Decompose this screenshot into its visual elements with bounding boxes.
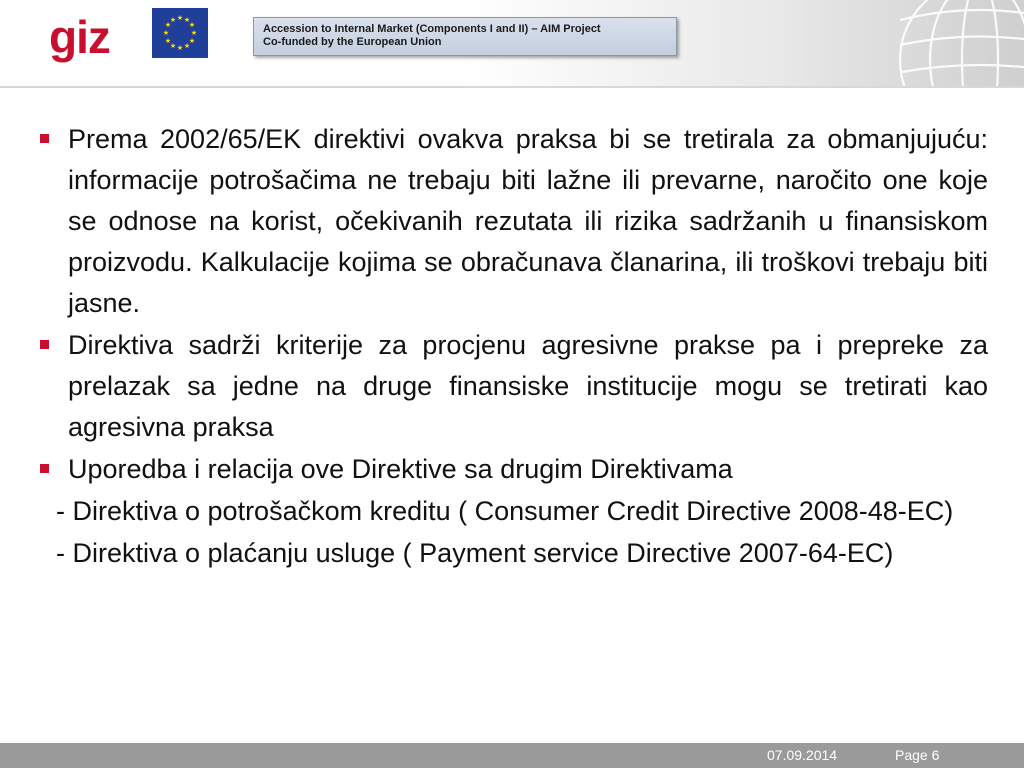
svg-text:★: ★ [183, 42, 191, 50]
globe-icon [892, 0, 1024, 86]
header-divider [0, 86, 1024, 88]
bullet-text: Direktiva sadrži kriterije za procjenu agresivne prakse pa i prepreke za prelazak sa jedne na druge finansiske institucije mogu se tretirati kao agresivna praksa [68, 330, 988, 442]
sub-item: - Direktiva o plaćanju usluge ( Payment service Directive 2007-64-EC) [56, 538, 894, 568]
svg-text:★: ★ [188, 21, 196, 29]
bullet-item [36, 119, 988, 324]
bullet-text: Uporedba i relacija ove Direktive sa drugim Direktivama [68, 454, 733, 484]
svg-text:★: ★ [164, 37, 172, 45]
footer-page-number: Page 6 [895, 747, 940, 763]
bullet-square-icon [40, 464, 49, 473]
svg-text:★: ★ [162, 29, 170, 37]
svg-text:★: ★ [190, 29, 198, 37]
sub-item: - Direktiva o potrošačkom kreditu ( Consumer Credit Directive 2008-48-EC) [56, 496, 954, 526]
project-title-line2: Co-funded by the European Union [263, 36, 442, 48]
svg-text:★: ★ [176, 44, 184, 52]
svg-text:★: ★ [169, 16, 177, 24]
slide-header [0, 0, 1024, 86]
project-title-box [253, 17, 677, 56]
bullet-item [36, 325, 988, 448]
giz-logo: giz [49, 11, 110, 63]
svg-text:★: ★ [176, 14, 184, 22]
svg-text:★: ★ [164, 21, 172, 29]
bullet-square-icon [40, 340, 49, 349]
slide-content [36, 119, 988, 574]
eu-flag-icon [152, 8, 208, 58]
bullet-text: Prema 2002/65/EK direktivi ovakva praksa bi se tretirala za obmanjujuću: informacije potrošačima ne trebaju biti lažne ili prevarne, naročito one koje se odnose na korist, očekivanih rezutata ili rizika sadržanih u finansiskom proizvodu. Kalkulacije kojima se obračunava članarina, ili troškovi trebaju biti jasne. [68, 124, 988, 318]
svg-text:★: ★ [188, 37, 196, 45]
project-title-line1: Accession to Internal Market (Components I and II) – AIM Project [263, 23, 601, 35]
footer-date: 07.09.2014 [767, 747, 838, 763]
slide-footer [0, 743, 1024, 768]
svg-text:★: ★ [169, 42, 177, 50]
bullet-item [36, 449, 988, 490]
bullet-square-icon [40, 134, 49, 143]
svg-text:★: ★ [183, 16, 191, 24]
